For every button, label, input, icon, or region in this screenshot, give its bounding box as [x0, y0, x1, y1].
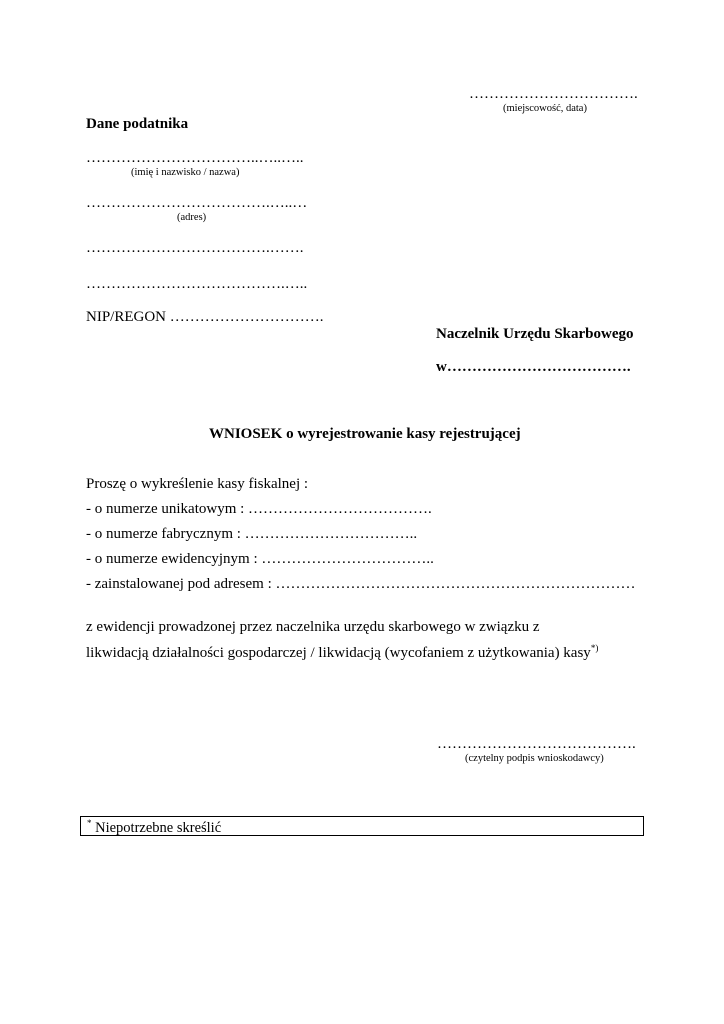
taxpayer-name-label: (imię i nazwisko / nazwa): [131, 167, 240, 178]
taxpayer-line3-field[interactable]: ……………………………….…….: [86, 240, 304, 256]
nip-regon-field[interactable]: NIP/REGON ………………………….: [86, 309, 324, 325]
footnote-reference: *): [590, 643, 599, 653]
signature-label: (czytelny podpis wnioskodawcy): [465, 753, 604, 764]
signature-field[interactable]: ………………………………….: [437, 736, 636, 752]
recipient-location-field[interactable]: w……………………………….: [436, 359, 631, 375]
footnote-text: * Niepotrzebne skreślić: [87, 818, 222, 836]
taxpayer-line4-field[interactable]: ………………………………….…..: [86, 276, 308, 292]
taxpayer-name-field[interactable]: ……………………………..…..…..: [86, 150, 304, 166]
place-date-label: (miejscowość, data): [503, 103, 587, 114]
place-date-field[interactable]: …………………………….: [469, 86, 638, 102]
serial-number-field[interactable]: - o numerze fabrycznym : ……………………………..: [86, 526, 418, 542]
document-title: WNIOSEK o wyrejestrowanie kasy rejestrującej: [209, 426, 521, 442]
registration-number-field[interactable]: - o numerze ewidencyjnym : ……………………………..: [86, 551, 434, 567]
request-paragraph-line1: z ewidencji prowadzonej przez naczelnika urzędu skarbowego w związku z: [86, 619, 540, 635]
unique-number-field[interactable]: - o numerze unikatowym : ……………………………….: [86, 501, 432, 517]
taxpayer-address-label: (adres): [177, 212, 207, 223]
request-paragraph-line2: likwidacją działalności gospodarczej / likwidacją (wycofaniem z użytkowania) kasy*): [86, 643, 599, 661]
installation-address-field[interactable]: - zainstalowanej pod adresem : ………………………………………………………………: [86, 576, 636, 592]
footnote-mark: *: [87, 818, 92, 828]
taxpayer-heading: Dane podatnika: [86, 116, 189, 132]
taxpayer-address-field[interactable]: ……………………………….…..…: [86, 195, 308, 211]
recipient-title: Naczelnik Urzędu Skarbowego: [436, 326, 634, 342]
footnote-box: [80, 816, 644, 836]
request-intro: Proszę o wykreślenie kasy fiskalnej :: [86, 476, 309, 492]
